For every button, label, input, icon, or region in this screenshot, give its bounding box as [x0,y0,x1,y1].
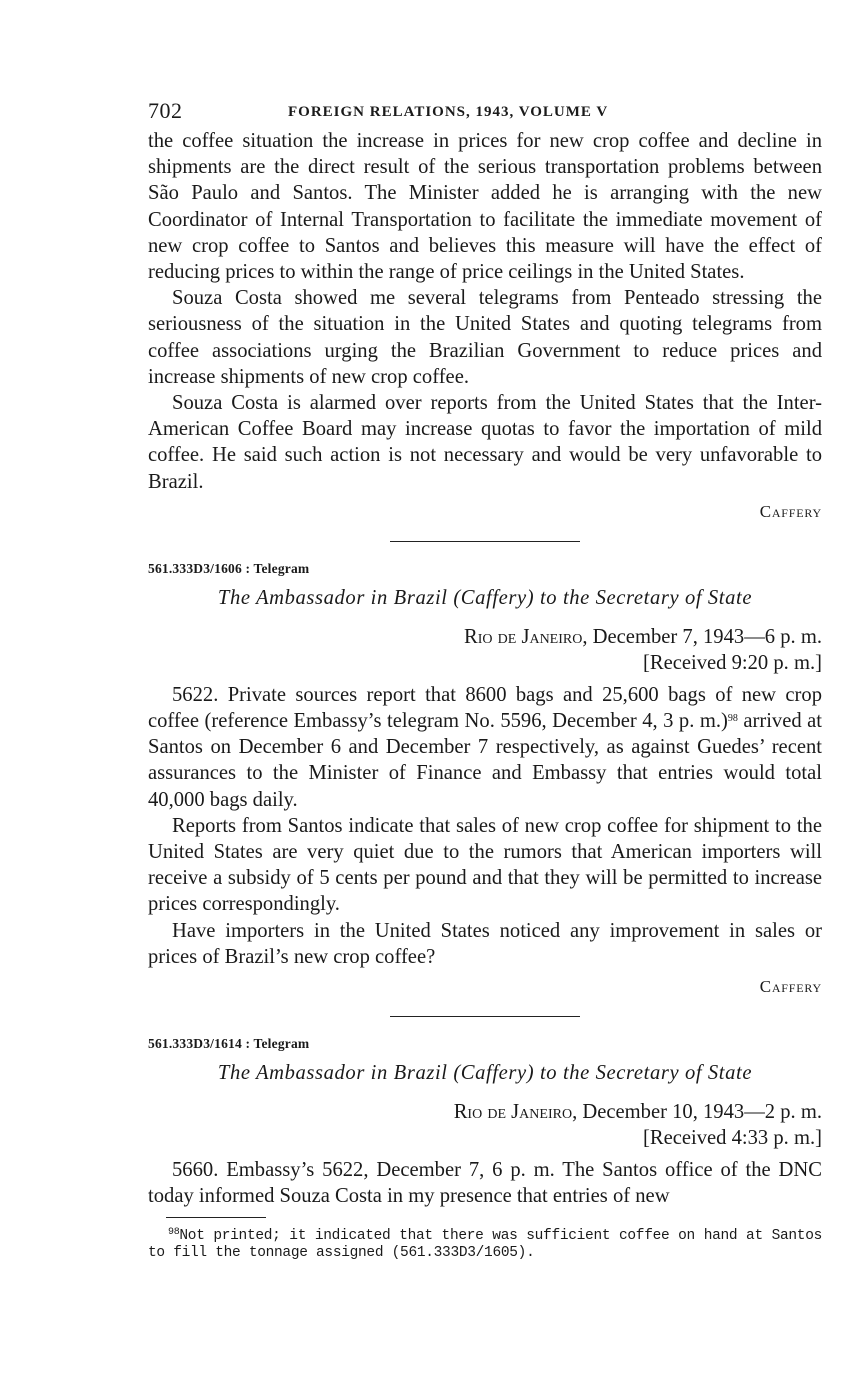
dateline-date: , December 10, 1943—2 p. m. [572,1101,822,1124]
running-head: FOREIGN RELATIONS, 1943, VOLUME V [288,104,609,120]
paragraph [148,682,822,813]
signature: Caffery [759,977,822,997]
file-reference: 561.333D3/1606 : Telegram [148,560,310,576]
received-time: [Received 9:20 p. m.] [643,651,822,674]
dateline [148,624,822,650]
footnote-body [148,1224,822,1262]
section-continuation [148,128,822,523]
dateline-place: Rio de Janeiro [463,625,583,648]
paragraph-text: arrived at Santos on December 6 and December 7 respectively, as against Guedes’ recent assurances to the Minister of Finance and Embassy that entries would total 40,000 bags daily. [148,710,822,811]
dateline-place: Rio de Janeiro [453,1101,573,1124]
page-number: 702 [148,98,183,123]
paragraph: Souza Costa showed me several telegrams from Penteado stressing the seriousness of the situation in the United States and quoting telegrams from coffee associations urging the Brazilian Government to reduce prices and increase shipments of new crop coffee. [148,287,822,388]
dateline-date: , December 7, 1943—6 p. m. [582,625,822,648]
section-divider [390,1016,580,1017]
page-header [148,92,822,128]
document-telegram-1606 [148,560,822,998]
paragraph: Have importers in the United States noticed any improvement in sales or prices of Brazil’s new crop coffee? [148,919,822,968]
document-title: The Ambassador in Brazil (Caffery) to the Secretary of State [217,1062,753,1085]
paragraph: Souza Costa is alarmed over reports from the United States that the Inter-American Coffee Board may increase quotas to favor the importation of mild coffee. He said such action is not necessary and would be very unfavorable to Brazil. [148,392,822,493]
paragraph: 5660. Embassy’s 5622, December 7, 6 p. m. The Santos office of the DNC today informed Souza Costa in my presence that entries of new [148,1159,822,1208]
document-telegram-1614 [148,1035,822,1209]
paragraph: Reports from Santos indicate that sales of new crop coffee for shipment to the United States are very quiet due to the rumors that American importers will receive a subsidy of 5 cents per pound and that they will be permitted to increase prices correspondingly. [148,814,822,916]
footnote-text: Not printed; it indicated that there was sufficient coffee on hand at Santos to fill the tonnage assigned (561.333D3/1605). [148,1228,822,1262]
footnote [148,1224,822,1262]
paragraph-text: 5622. Private sources report that 8600 bags and 25,600 bags of new crop coffee (reference Embassy’s telegram No. 5596, December 4, 3 p. m.) [148,683,822,733]
footnote-marker: 98 [168,1227,180,1239]
document-page [148,92,822,1262]
dateline [148,1099,822,1125]
file-reference: 561.333D3/1614 : Telegram [148,1036,310,1052]
footnote-reference: 98 [727,713,738,725]
signature: Caffery [759,501,822,521]
paragraph: the coffee situation the increase in prices for new crop coffee and decline in shipments are the direct result of the serious transportation problems between São Paulo and Santos. The Minister added he is arranging with the new Coordinator of Internal Transportation to facilitate the immediate movement of new crop coffee to Santos and believes this measure will have the effect of reducing prices to within the range of price ceilings in the United States. [148,130,822,284]
footnote-divider [166,1217,266,1218]
received-time: [Received 4:33 p. m.] [643,1127,822,1150]
document-title: The Ambassador in Brazil (Caffery) to the Secretary of State [217,586,753,609]
section-divider [390,541,580,542]
